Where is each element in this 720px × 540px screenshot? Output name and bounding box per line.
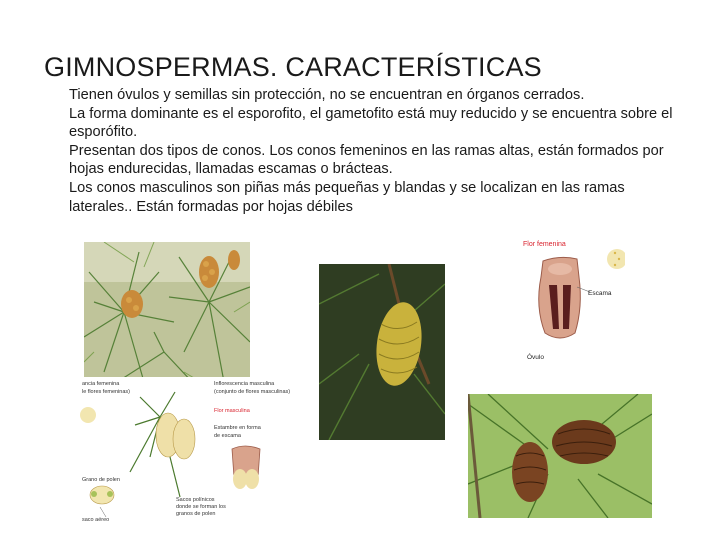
- green-cone-illustration: [319, 264, 445, 440]
- label-flores-femeninas: le flores femeninas): [82, 389, 130, 395]
- label-estambre: Estambre en forma: [214, 425, 261, 431]
- label-ovulo: Óvulo: [527, 354, 544, 361]
- slide-title: GIMNOSPERMAS. CARACTERÍSTICAS: [44, 52, 542, 82]
- bullet-item: Los conos masculinos son piñas más pequeñas y blandas y se localizan en las ramas laterales.. Están formadas por hojas débiles: [69, 179, 625, 215]
- label-de-escama: de escama: [214, 433, 241, 439]
- label-donde-se-forman: donde se forman los: [176, 504, 226, 510]
- label-inflorescencia-femenina: ancia femenina: [82, 381, 120, 387]
- male-cones-illustration: [84, 242, 250, 384]
- male-flower-diagram: [80, 377, 300, 525]
- label-conjunto-flores: (conjunto de flores masculinas): [214, 389, 291, 395]
- bullet-item: La forma dominante es el esporofito, el gametofito está muy reducido y se encuentra sobre el esporófito.: [69, 105, 673, 141]
- label-escama: Escama: [588, 290, 612, 297]
- diagram-male-flower: [80, 377, 300, 525]
- label-granos-de-polen: granos de polen: [176, 511, 216, 517]
- label-sacos-polinicos: Sacos polínicos: [176, 497, 215, 503]
- label-flor-masculina: Flor masculina: [214, 408, 250, 414]
- bullet-list: [69, 86, 689, 216]
- brown-cones-illustration: [468, 394, 652, 518]
- label-saco-aereo: saco aéreo: [82, 517, 110, 523]
- female-flower-diagram: [505, 237, 625, 365]
- photo-brown-pine-cones: [468, 394, 652, 518]
- diagram-female-flower: [505, 237, 625, 365]
- bullet-item: Presentan dos tipos de conos. Los conos femeninos en las ramas altas, están formados por hojas endurecidas, llamadas escamas o brácteas.: [69, 142, 664, 178]
- label-inflorescencia-masculina: Inflorescencia masculina: [214, 381, 275, 387]
- bullet-item: Tienen óvulos y semillas sin protección, no se encuentran en órganos cerrados.: [69, 87, 585, 103]
- photo-male-pine-cones: [84, 242, 250, 384]
- label-flor-femenina: Flor femenina: [523, 241, 566, 248]
- label-grano-polen: Grano de polen: [82, 477, 120, 483]
- photo-green-female-cone: [319, 264, 445, 440]
